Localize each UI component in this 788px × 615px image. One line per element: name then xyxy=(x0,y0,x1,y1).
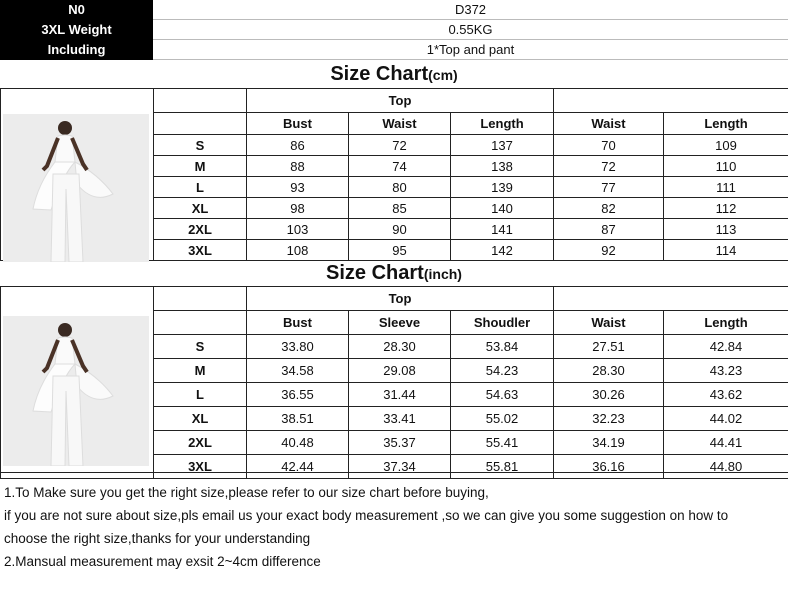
product-photo xyxy=(3,316,149,466)
top-header: Top xyxy=(247,287,554,311)
model-figure-icon xyxy=(3,114,149,262)
note-line: 1.To Make sure you get the right size,please refer to our size chart before buying, xyxy=(4,485,489,500)
value-weight: 0.55KG xyxy=(153,20,788,40)
title-text: Size Chart xyxy=(330,63,429,85)
table-row: L 36.55 31.44 54.63 30.26 43.62 xyxy=(1,383,788,407)
table-row: 2XL 103 90 141 87 113 xyxy=(1,219,788,240)
table-row: 2XL 40.48 35.37 55.41 34.19 44.41 xyxy=(1,431,788,455)
title-unit: (cm) xyxy=(428,67,458,83)
product-photo xyxy=(3,114,149,262)
table-row: XL 98 85 140 82 112 xyxy=(1,198,788,219)
label-number: N0 xyxy=(0,0,153,20)
size-chart-cm-title xyxy=(0,61,788,88)
col-header: Waist xyxy=(554,113,664,135)
table-row: S 86 72 137 70 109 xyxy=(1,135,788,156)
model-figure-icon xyxy=(3,316,149,466)
col-header: Waist xyxy=(349,113,451,135)
col-header: Bust xyxy=(247,311,349,335)
value-number: D372 xyxy=(153,0,788,20)
table-row: S 33.80 28.30 53.84 27.51 42.84 xyxy=(1,335,788,359)
top-header: Top xyxy=(247,89,554,113)
size-notes xyxy=(0,472,788,615)
note-line: 2.Mansual measurement may exsit 2~4cm difference xyxy=(4,554,321,569)
title-unit: (inch) xyxy=(423,266,462,282)
col-header: Shoudler xyxy=(451,311,554,335)
title-text: Size Chart xyxy=(326,262,424,284)
table-row: 3XL 108 95 142 92 114 xyxy=(1,240,788,261)
label-weight: 3XL Weight xyxy=(0,20,153,40)
col-header: Sleeve xyxy=(349,311,451,335)
value-including: 1*Top and pant xyxy=(153,40,788,60)
pant-header xyxy=(554,89,788,113)
col-header: Waist xyxy=(554,311,664,335)
col-header: Length xyxy=(451,113,554,135)
table-row: 3XL 42.44 37.34 55.81 36.16 44.80 xyxy=(1,455,788,479)
note-line: choose the right size,thanks for your understanding xyxy=(4,531,311,546)
table-row: M 34.58 29.08 54.23 28.30 43.23 xyxy=(1,359,788,383)
table-row: XL 38.51 33.41 55.02 32.23 44.02 xyxy=(1,407,788,431)
size-chart-inch-title xyxy=(0,260,788,287)
table-row: M 88 74 138 72 110 xyxy=(1,156,788,177)
note-line: if you are not sure about size,pls email us your exact body measurement ,so we can give you some suggestion on how to xyxy=(4,508,729,523)
col-header: Length xyxy=(664,311,788,335)
pant-header xyxy=(554,287,788,311)
col-header: Length xyxy=(664,113,788,135)
table-row: L 93 80 139 77 111 xyxy=(1,177,788,198)
col-header: Bust xyxy=(247,113,349,135)
label-including: Including xyxy=(0,40,153,60)
